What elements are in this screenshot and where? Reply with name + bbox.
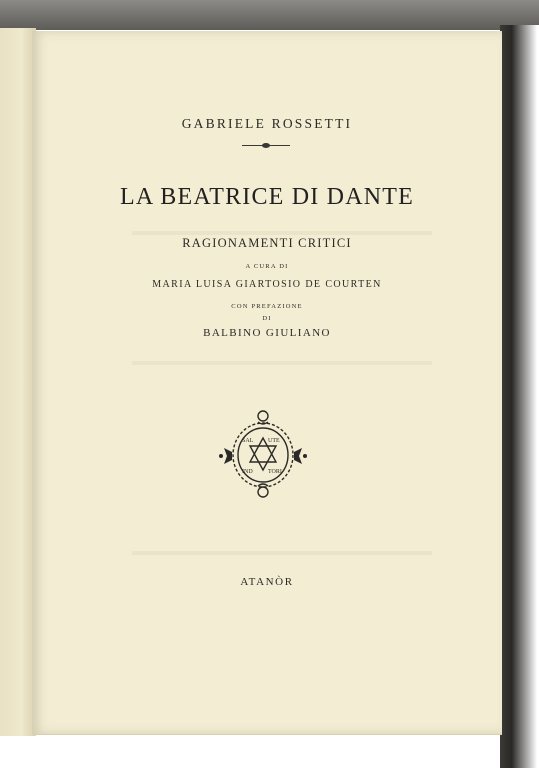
seal-inscription-3: IND	[242, 469, 253, 475]
facing-page-edge	[0, 28, 36, 736]
book-shadow	[500, 25, 539, 768]
seal-inscription-2: UTE	[268, 438, 280, 444]
title-page	[32, 31, 502, 735]
editor-name: MARIA LUISA GIARTOSIO DE COURTEN	[152, 279, 382, 290]
preface-of-label: DI	[262, 315, 272, 322]
edited-by-label: A CURA DI	[245, 263, 289, 270]
publisher-name: ATANÒR	[240, 576, 294, 588]
background-band	[0, 0, 539, 30]
seal-inscription-4: TORI	[268, 469, 282, 475]
book-title: LA BEATRICE DI DANTE	[120, 184, 414, 210]
preface-author: BALBINO GIULIANO	[203, 327, 331, 339]
hexagram-seal-icon	[218, 408, 308, 500]
ornamental-rule-dot	[262, 143, 270, 148]
preface-label: CON PREFAZIONE	[231, 303, 303, 310]
seal-inscription-1: SAL	[242, 438, 254, 444]
author-name: GABRIELE ROSSETTI	[181, 116, 353, 131]
book-subtitle: RAGIONAMENTI CRITICI	[182, 236, 352, 250]
